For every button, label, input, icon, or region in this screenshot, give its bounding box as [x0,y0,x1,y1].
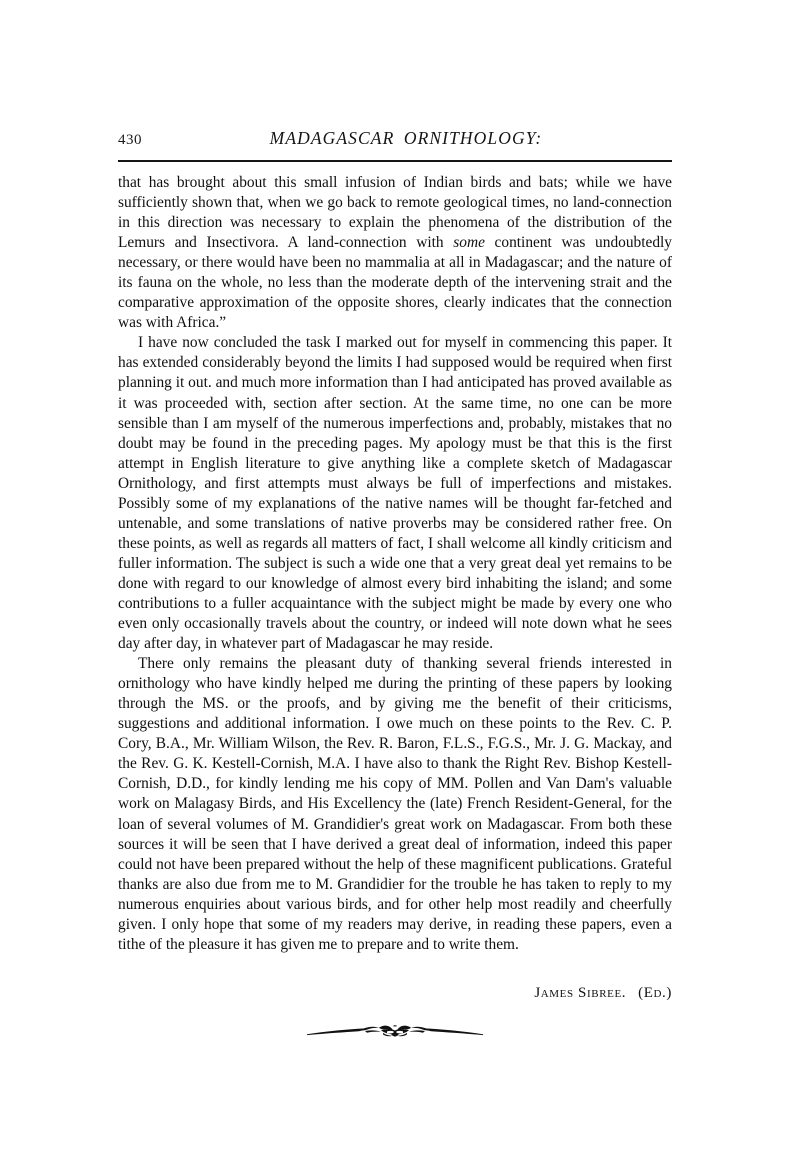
running-title: MADAGASCAR ORNITHOLOGY: [269,128,543,148]
tailpiece-ornament [118,1018,672,1052]
paragraph-acknowledgements: There only remains the pleasant duty of thanking several friends interested in ornithology who have kindly helped me during the printing of these papers by looking through the MS. or the proofs, and by giving me the benefit of their criticisms, suggestions and additional information. I owe much on these points to the Rev. C. P. Cory, B.A., Mr. William Wilson, the Rev. R. Baron, F.L.S., F.G.S., Mr. J. G. Mackay, and the Rev. G. K. Kestell-Cornish, M.A. I have also to thank the Right Rev. Bishop Kestell-Cornish, D.D., for kindly lending me his copy of MM. Pollen and Van Dam's valuable work on Malagasy Birds, and His Excellency the (late) French Resident-General, for the loan of several volumes of M. Grandidier's great work on Madagascar. From both these sources it will be seen that I have derived a great deal of information, indeed this paper could not have been prepared without the help of these magnificent publications. Grateful thanks are also due from me to M. Grandidier for the trouble he has taken to reply to my numerous enquiries about various birds, and for other help most readily and cheerfully given. I only hope that some of my readers may derive, in reading these papers, even a tithe of the pleasure it has given me to prepare and to write them. [118,655,672,953]
fleuron-icon [305,1018,485,1046]
signature-line [118,985,694,1002]
signature-role: (Ed.) [638,985,672,1001]
page-number: 430 [118,132,142,148]
paragraph-conclusion: I have now concluded the task I marked out for myself in commencing this paper. It has extended considerably beyond the limits I had supposed would be required when first planning it out. and much more information than I had anticipated has proved available as it was proceeded with, section after section. At the same time, no one can be more sensible than I am myself of the numerous imperfections and, probably, mistakes that no doubt may be found in the preceding pages. My apology must be that this is the first attempt in English literature to give anything like a complete sketch of Madagascar Ornithology, and first attempts must always be full of imperfections and mistakes. Possibly some of my explanations of the native names will be thought far-fetched and untenable, and some translations of native proverbs may be considered rather free. On these points, as well as regards all matters of fact, I shall welcome all kindly criticism and fuller information. The subject is such a wide one that a very great deal yet remains to be done with regard to our knowledge of almost every bird inhabiting the island; and some contributions to a fuller acquaintance with the subject might be made by every one who even only occasionally travels about the country, or indeed will note down what he sees day after day, in whatever part of Madagascar he may reside. [118,334,672,653]
body-text [118,173,672,955]
signature-author: James Sibree. [534,985,627,1001]
paragraph-continuation [118,173,672,333]
header-rule [118,160,672,162]
paragraph-continuation-head: that has brought about this small infusion of Indian birds and bats; while we have sufficiently shown that, when we go back to remote geological times, no land-connection in this direction was necessary to explain the phenomena of the distribution of the Lemurs and Insectivora. A land-connection with [118,174,672,252]
running-head [118,128,672,154]
italic-word-some: some [453,234,485,252]
paragraph-continuation-tail: continent was undoubtedly necessary, or there would have been no mammalia at all in Madagascar; and the nature of its fauna on the whole, no less than the moderate depth of the intervening strait and the comparative approximation of the opposite shores, clearly indicates that the connection was with Africa.” [118,234,672,332]
